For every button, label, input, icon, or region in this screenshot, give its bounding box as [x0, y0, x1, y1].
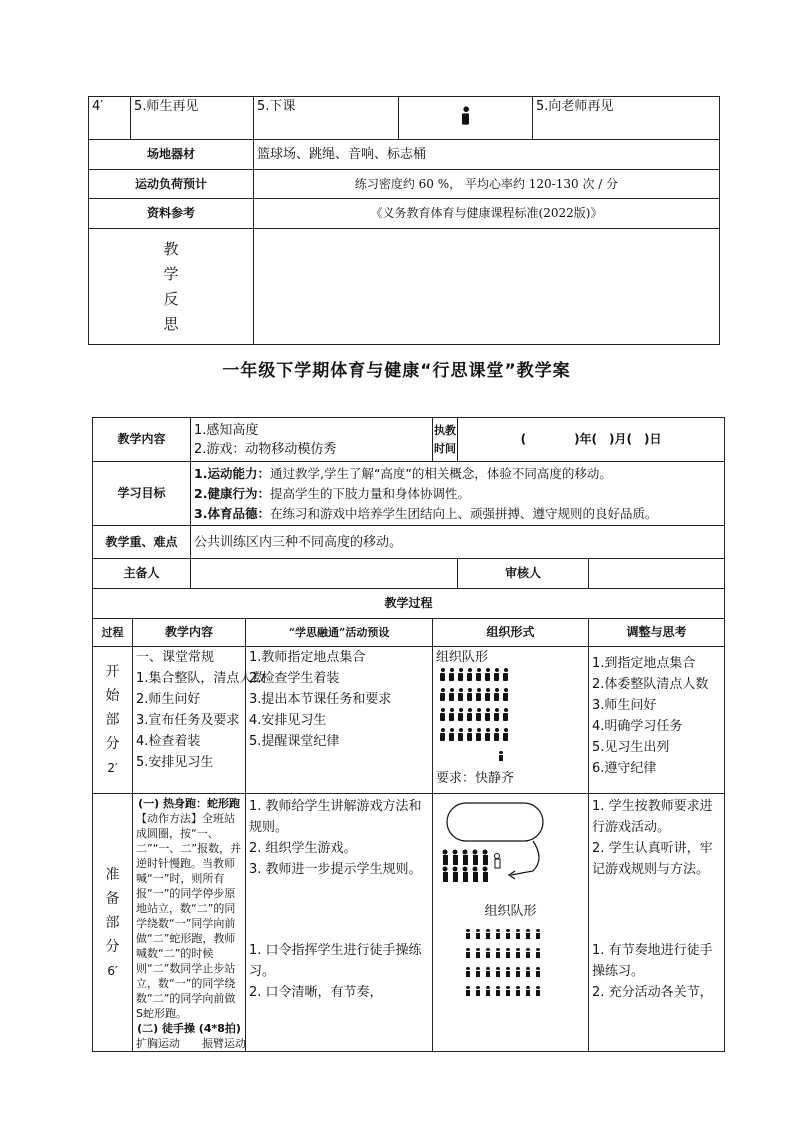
reviewer-value [589, 559, 725, 589]
end-activity: 5.下课 [254, 97, 399, 140]
start-organization: 组织队形 要求：快静齐 [433, 647, 589, 794]
start-stage: 开 始 部 分 2′ [93, 647, 133, 794]
venue-row [89, 140, 720, 170]
col-stage: 过程 [93, 619, 133, 647]
load-row [89, 170, 720, 199]
reviewer-label: 审核人 [458, 559, 589, 589]
col-adjust: 调整与思考 [589, 619, 725, 647]
start-activity: 1.教师指定地点集合 2.检查学生着装 3.提出本节课任务和要求 4.安排见习生 5.提醒课堂纪律 [246, 647, 433, 794]
top-table [88, 96, 720, 345]
goals-label: 学习目标 [93, 462, 191, 526]
ref-value: 《义务教育体育与健康课程标准(2022版)》 [254, 199, 720, 229]
col-content: 教学内容 [133, 619, 246, 647]
col-organization: 组织形式 [433, 619, 589, 647]
preparer-value [191, 559, 458, 589]
end-row [89, 97, 720, 140]
venue-label: 场地器材 [89, 140, 254, 170]
start-part-row [93, 647, 725, 794]
load-value: 练习密度约 60 %， 平均心率约 120-130 次 / 分 [254, 170, 720, 199]
exec-time-label: 执教 时间 [433, 418, 458, 462]
content-value: 1.感知高度 2.游戏：动物移动模仿秀 [191, 418, 433, 462]
prep-activity: 1. 教师给学生讲解游戏方法和规则。 2. 组织学生游戏。 3. 教师进一步提示学生规则。 1. 口令指挥学生进行徒手操练习。 2. 口令清晰，有节奏， [246, 794, 433, 1052]
key-points-value: 公共训练区内三种不同高度的移动。 [191, 526, 725, 559]
goal-2: 2.健康行为：提高学生的下肢力量和身体协调性。 [194, 485, 470, 501]
end-adjust: 5.向老师再见 [533, 97, 720, 140]
formation-grid [436, 668, 585, 768]
exercise-formation [433, 926, 588, 1002]
venue-value: 篮球场、跳绳、音响、标志桶 [254, 140, 720, 170]
col-activity: “学思融通”活动预设 [246, 619, 433, 647]
key-points-row [93, 526, 725, 559]
prep-adjust: 1. 学生按教师要求进行游戏活动。 2. 学生认真听讲，牢记游戏规则与方法。 1. 有节奏地进行徒手操练习。 2. 充分活动各关节， [589, 794, 725, 1052]
columns-row [93, 619, 725, 647]
end-organization [399, 97, 533, 140]
ref-row [89, 199, 720, 229]
end-time: 4′ [89, 97, 131, 140]
load-label: 运动负荷预计 [89, 170, 254, 199]
reflection-value [254, 229, 720, 345]
date-value: ( )年( )月( )日 [458, 418, 725, 462]
ref-label: 资料参考 [89, 199, 254, 229]
prep-content: (一) 热身跑：蛇形跑 【动作方法】全班站成圆圈，按“一、二”“一、二”报数，并逆时针慢跑。当教师喊“一”时，则所有报“一”的同学停步原地站立，数“二”的同学绕数“一”同学向前做“二”蛇形跑，教师喊数“二”的时候则“二”数同学止步站立，数“一”的同学绕数“二”的同学向前做S蛇形跑。 (二) 徒手操 (4*8拍) 扩胸运动 振臂运动 [133, 794, 246, 1052]
prep-organization: 组织队形 [433, 794, 589, 1052]
document-title: 一年级下学期体育与健康“行思课堂”教学案 [222, 361, 571, 381]
process-header-row [93, 589, 725, 619]
prep-part-row [93, 794, 725, 1052]
reflection-label: 教 学 反 思 [89, 229, 254, 345]
lesson-plan-table [92, 417, 725, 1052]
preparer-label: 主备人 [93, 559, 191, 589]
teacher-figure-icon [462, 106, 469, 124]
goals-value [191, 462, 725, 526]
end-content: 5.师生再见 [131, 97, 254, 140]
snake-run-diagram [433, 797, 567, 892]
content-label: 教学内容 [93, 418, 191, 462]
preparer-row [93, 559, 725, 589]
prep-stage: 准 备 部 分 6′ [93, 794, 133, 1052]
reflection-row [89, 229, 720, 345]
goal-3: 3.体育品德：在练习和游戏中培养学生团结向上、顽强拼搏、遵守规则的良好品质。 [194, 505, 658, 521]
teacher-icon [499, 751, 503, 761]
goals-row [93, 462, 725, 526]
key-points-label: 教学重、难点 [93, 526, 191, 559]
goal-1: 1.运动能力：通过教学,学生了解“高度”的相关概念，体验不同高度的移动。 [194, 465, 612, 481]
process-header: 教学过程 [93, 589, 725, 619]
start-content: 一、课堂常规 1.集合整队，清点人数 2.师生问好 3.宣布任务及要求 4.检查着装 5.安排见习生 [133, 647, 246, 794]
content-row [93, 418, 725, 462]
start-adjust: 1.到指定地点集合 2.体委整队清点人数 3.师生问好 4.明确学习任务 5.见习生出列 6.遵守纪律 [589, 647, 725, 794]
